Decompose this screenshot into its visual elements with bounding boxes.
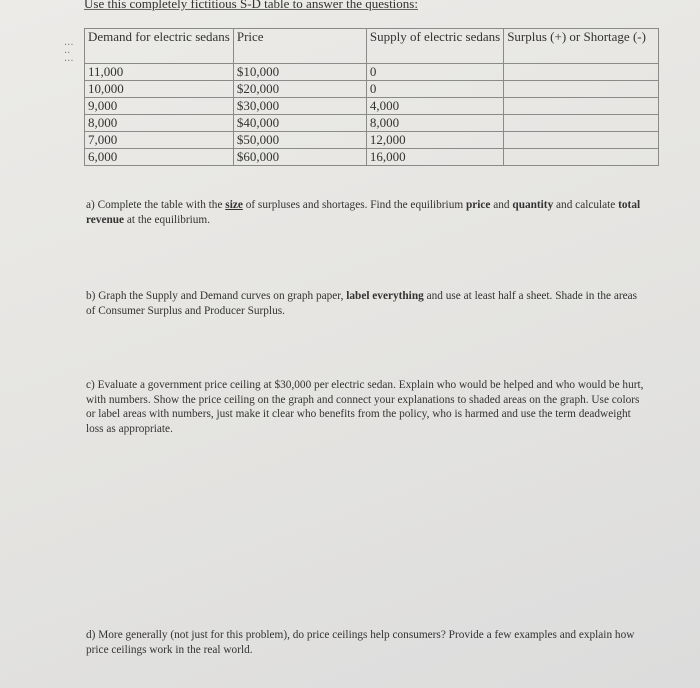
question-c: c) Evaluate a government price ceiling at $30,000 per electric sedan. Explain who would be helped and who would be hurt, with numbers. Show the price ceiling on the graph and connect your explanations to shaded areas on the graph. Use colors or label areas with numbers, just make it clear who benefits from the policy, who is harmed and use the term deadweight loss as appropriate.: [86, 379, 644, 435]
header-supply: Supply of electric sedans: [366, 29, 503, 64]
cell-supply: 16,000: [366, 149, 503, 166]
instructions-header: Use this completely fictitious S-D table to answer the questions:: [84, 0, 418, 11]
cell-demand: 9,000: [85, 98, 234, 115]
cell-surplus: [504, 149, 659, 166]
table-row: [85, 149, 659, 166]
cell-supply: 12,000: [366, 132, 503, 149]
table-header-row: [85, 29, 659, 64]
table-row: [85, 98, 659, 115]
emphasis-price: price: [465, 199, 491, 211]
table-row: [85, 64, 659, 81]
supply-demand-table: [84, 28, 659, 166]
margin-mark: ··· ·· ···: [64, 40, 74, 67]
cell-price: $50,000: [233, 132, 366, 149]
cell-surplus: [504, 115, 659, 132]
emphasis-label-everything: label everything: [346, 290, 424, 302]
emphasis-size: size: [225, 199, 243, 211]
cell-demand: 6,000: [85, 149, 234, 166]
table-row: [85, 115, 659, 132]
cell-price: $10,000: [233, 64, 366, 81]
question-b: b) Graph the Supply and Demand curves on graph paper, label everything and use at least half a sheet. Shade in the areas of Consumer Surplus and Producer Surplus.: [86, 290, 638, 317]
header-demand: Demand for electric sedans: [85, 29, 234, 64]
cell-price: $60,000: [233, 149, 366, 166]
table-row: [85, 132, 659, 149]
cell-price: $30,000: [233, 98, 366, 115]
question-a: a) Complete the table with the size of surpluses and shortages. Find the equilibrium price and quantity and calculate total revenue at the equilibrium.: [86, 199, 641, 226]
cell-supply: 0: [366, 81, 503, 98]
cell-demand: 11,000: [85, 64, 234, 81]
cell-surplus: [504, 132, 659, 149]
cell-demand: 7,000: [85, 132, 234, 149]
cell-supply: 8,000: [366, 115, 503, 132]
emphasis-quantity: quantity: [512, 199, 554, 211]
cell-price: $20,000: [233, 81, 366, 98]
cell-demand: 8,000: [85, 115, 234, 132]
cell-surplus: [504, 64, 659, 81]
cell-price: $40,000: [233, 115, 366, 132]
cell-surplus: [504, 98, 659, 115]
table-row: [85, 81, 659, 98]
header-surplus: Surplus (+) or Shortage (-): [504, 29, 659, 64]
cell-surplus: [504, 81, 659, 98]
cell-supply: 0: [366, 64, 503, 81]
cell-demand: 10,000: [85, 81, 234, 98]
question-d: d) More generally (not just for this problem), do price ceilings help consumers? Provide a few examples and explain how price ceilings work in the real world.: [86, 629, 635, 656]
header-price: Price: [233, 29, 366, 64]
emphasis-revenue: total revenue: [86, 199, 641, 226]
cell-supply: 4,000: [366, 98, 503, 115]
